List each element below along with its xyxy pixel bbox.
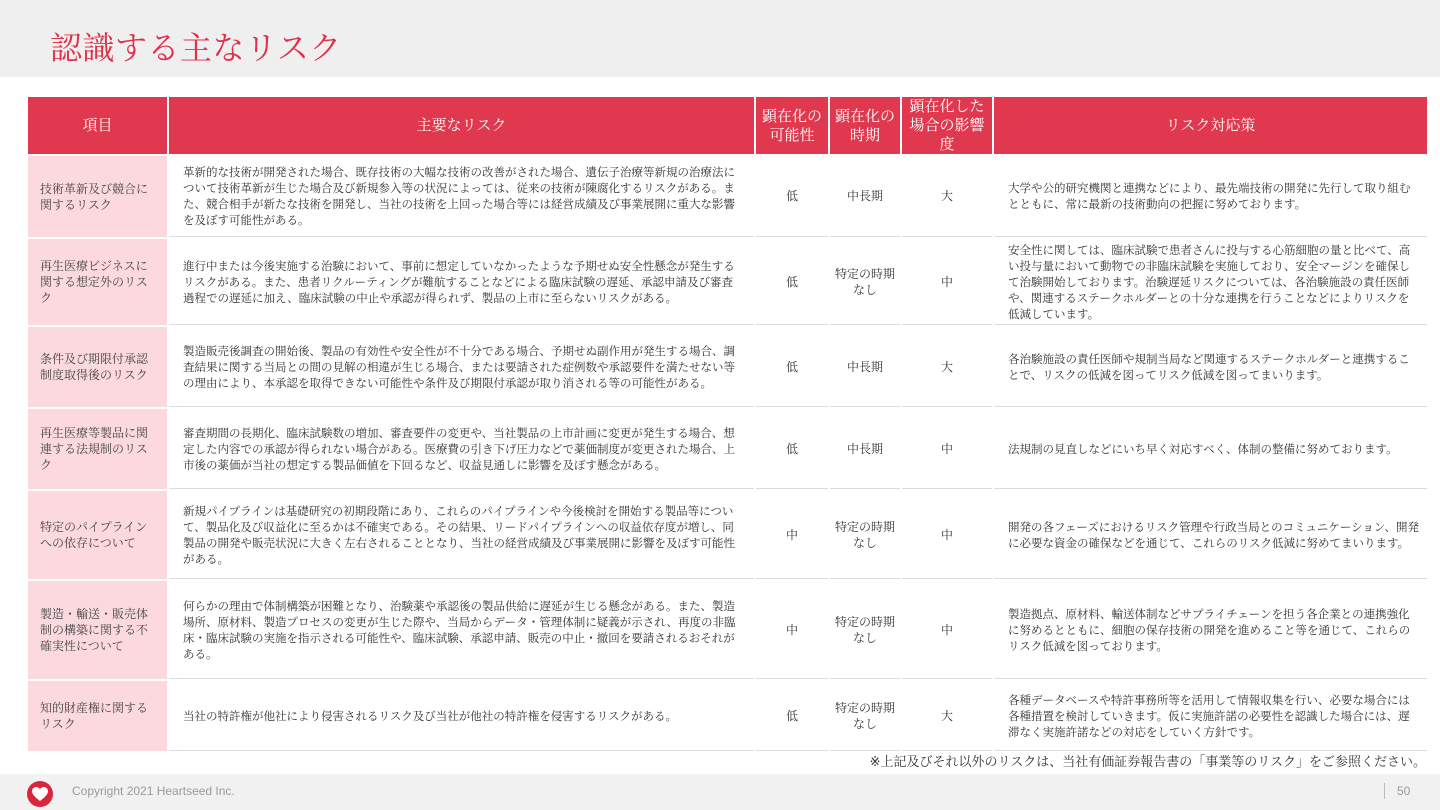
row-timing: 中長期 bbox=[830, 409, 900, 489]
row-item: 技術革新及び競合に関するリスク bbox=[28, 156, 167, 237]
row-timing: 特定の時期なし bbox=[830, 491, 900, 579]
row-timing: 中長期 bbox=[830, 156, 900, 237]
row-item: 製造・輸送・販売体制の構築に関する不確実性について bbox=[28, 581, 167, 679]
column-header-measure: リスク対応策 bbox=[994, 97, 1427, 154]
column-header-risk: 主要なリスク bbox=[169, 97, 754, 154]
row-impact: 大 bbox=[902, 156, 992, 237]
row-probability: 中 bbox=[756, 581, 828, 679]
row-timing: 特定の時期なし bbox=[830, 681, 900, 751]
row-item: 条件及び期限付承認制度取得後のリスク bbox=[28, 327, 167, 407]
row-timing: 特定の時期なし bbox=[830, 239, 900, 325]
row-measure: 各治験施設の責任医師や規制当局など関連するステークホルダーと連携することで、リスクの低減を図ってリスク低減を図ってまいります。 bbox=[994, 327, 1427, 407]
row-probability: 低 bbox=[756, 327, 828, 407]
copyright-text: Copyright 2021 Heartseed Inc. bbox=[72, 784, 235, 798]
column-header-impact: 顕在化した場合の影響度 bbox=[902, 97, 992, 154]
table-row bbox=[28, 156, 1427, 237]
row-measure: 安全性に関しては、臨床試験で患者さんに投与する心筋細胞の量と比べて、高い投与量において動物での非臨床試験を実施しており、安全マージンを確保して治験開始しております。治験遅延リスクについては、各治験施設の責任医師や、関連するステークホルダーとの十分な連携を行うことなどによりリスクを低減しています。 bbox=[994, 239, 1427, 325]
table-row bbox=[28, 409, 1427, 489]
row-impact: 大 bbox=[902, 327, 992, 407]
row-risk: 革新的な技術が開発された場合、既存技術の大幅な技術の改善がされた場合、遺伝子治療等新規の治療法について技術革新が生じた場合及び新規参入等の状況によっては、従来の技術が陳腐化するリスクがある。また、競合相手が新たな技術を開発し、当社の技術を上回った場合等には経営成績及び事業展開に重大な影響を及ぼす可能性がある。 bbox=[169, 156, 754, 237]
row-risk: 当社の特許権が他社により侵害されるリスク及び当社が他社の特許権を侵害するリスクがある。 bbox=[169, 681, 754, 751]
row-impact: 中 bbox=[902, 491, 992, 579]
column-header-probability: 顕在化の可能性 bbox=[756, 97, 828, 154]
row-measure: 開発の各フェーズにおけるリスク管理や行政当局とのコミュニケーション、開発に必要な資金の確保などを通じて、これらのリスク低減に努めてまいります。 bbox=[994, 491, 1427, 579]
row-measure: 製造拠点、原材料、輸送体制などサプライチェーンを担う各企業との連携強化に努めるとともに、細胞の保存技術の開発を進めること等を通じて、これらのリスク低減を図っております。 bbox=[994, 581, 1427, 679]
risk-table bbox=[26, 95, 1429, 753]
row-probability: 低 bbox=[756, 239, 828, 325]
table-row bbox=[28, 491, 1427, 579]
row-risk: 何らかの理由で体制構築が困難となり、治験薬や承認後の製品供給に遅延が生じる懸念がある。また、製造場所、原材料、製造プロセスの変更が生じた際や、当局からデータ・管理体制に疑義が示され、再度の非臨床・臨床試験の実施を指示される可能性や、臨床試験、承認申請、販売の中止・撤回を要請されるおそれがある。 bbox=[169, 581, 754, 679]
row-item: 知的財産権に関するリスク bbox=[28, 681, 167, 751]
row-probability: 低 bbox=[756, 156, 828, 237]
row-probability: 低 bbox=[756, 409, 828, 489]
row-measure: 大学や公的研究機関と連携などにより、最先端技術の開発に先行して取り組むとともに、常に最新の技術動向の把握に努めております。 bbox=[994, 156, 1427, 237]
page-number: 50 bbox=[1397, 784, 1411, 798]
row-risk: 新規パイプラインは基礎研究の初期段階にあり、これらのパイプラインや今後検討を開始する製品等について、製品化及び収益化に至るかは不確実である。その結果、リードパイプラインへの収益依存度が増し、同製品の開発や販売状況に大きく左右されることとなり、当社の経営成績及び事業展開に影響を及ぼす可能性がある。 bbox=[169, 491, 754, 579]
footnote: ※上記及びそれ以外のリスクは、当社有価証券報告書の「事業等のリスク」をご参照ください。 bbox=[869, 755, 1426, 770]
row-probability: 低 bbox=[756, 681, 828, 751]
row-risk: 製造販売後調査の開始後、製品の有効性や安全性が不十分である場合、予期せぬ副作用が発生する場合、調査結果に関する当局との間の見解の相違が生じる場合、または要請された症例数や承認要件を満たせない等の理由により、本承認を取得できない可能性や条件及び期限付承認が取り消される等の可能性がある。 bbox=[169, 327, 754, 407]
row-impact: 中 bbox=[902, 409, 992, 489]
table-row bbox=[28, 239, 1427, 325]
row-item: 再生医療等製品に関連する法規制のリスク bbox=[28, 409, 167, 489]
row-impact: 中 bbox=[902, 239, 992, 325]
row-item: 再生医療ビジネスに関する想定外のリスク bbox=[28, 239, 167, 325]
heart-icon bbox=[27, 781, 53, 807]
row-probability: 中 bbox=[756, 491, 828, 579]
row-item: 特定のパイプラインへの依存について bbox=[28, 491, 167, 579]
table-row bbox=[28, 681, 1427, 751]
row-timing: 特定の時期なし bbox=[830, 581, 900, 679]
row-timing: 中長期 bbox=[830, 327, 900, 407]
table-row bbox=[28, 327, 1427, 407]
page-title: 認識する主なリスク bbox=[50, 29, 342, 67]
row-impact: 中 bbox=[902, 581, 992, 679]
column-header-item: 項目 bbox=[28, 97, 167, 154]
page-separator bbox=[1384, 783, 1385, 799]
row-risk: 審査期間の長期化、臨床試験数の増加、審査要件の変更や、当社製品の上市計画に変更が発生する場合、想定した内容での承認が得られない場合がある。医療費の引き下げ圧力などで薬価制度が変更された場合、上市後の薬価が当社の想定する製品価値を下回るなど、収益見通しに影響を及ぼす懸念がある。 bbox=[169, 409, 754, 489]
table-row bbox=[28, 581, 1427, 679]
row-risk: 進行中または今後実施する治験において、事前に想定していなかったような予期せぬ安全性懸念が発生するリスクがある。また、患者リクルーティングが難航することなどによる臨床試験の遅延、承認申請及び審査過程での遅延に加え、臨床試験の中止や承認が得られず、製品の上市に至らないリスクがある。 bbox=[169, 239, 754, 325]
row-impact: 大 bbox=[902, 681, 992, 751]
column-header-timing: 顕在化の時期 bbox=[830, 97, 900, 154]
row-measure: 各種データベースや特許事務所等を活用して情報収集を行い、必要な場合には各種措置を検討していきます。仮に実施許諾の必要性を認識した場合には、遅滞なく実施許諾などの対応をしていく方針です。 bbox=[994, 681, 1427, 751]
table-header-row bbox=[28, 97, 1427, 154]
row-measure: 法規制の見直しなどにいち早く対応すべく、体制の整備に努めております。 bbox=[994, 409, 1427, 489]
